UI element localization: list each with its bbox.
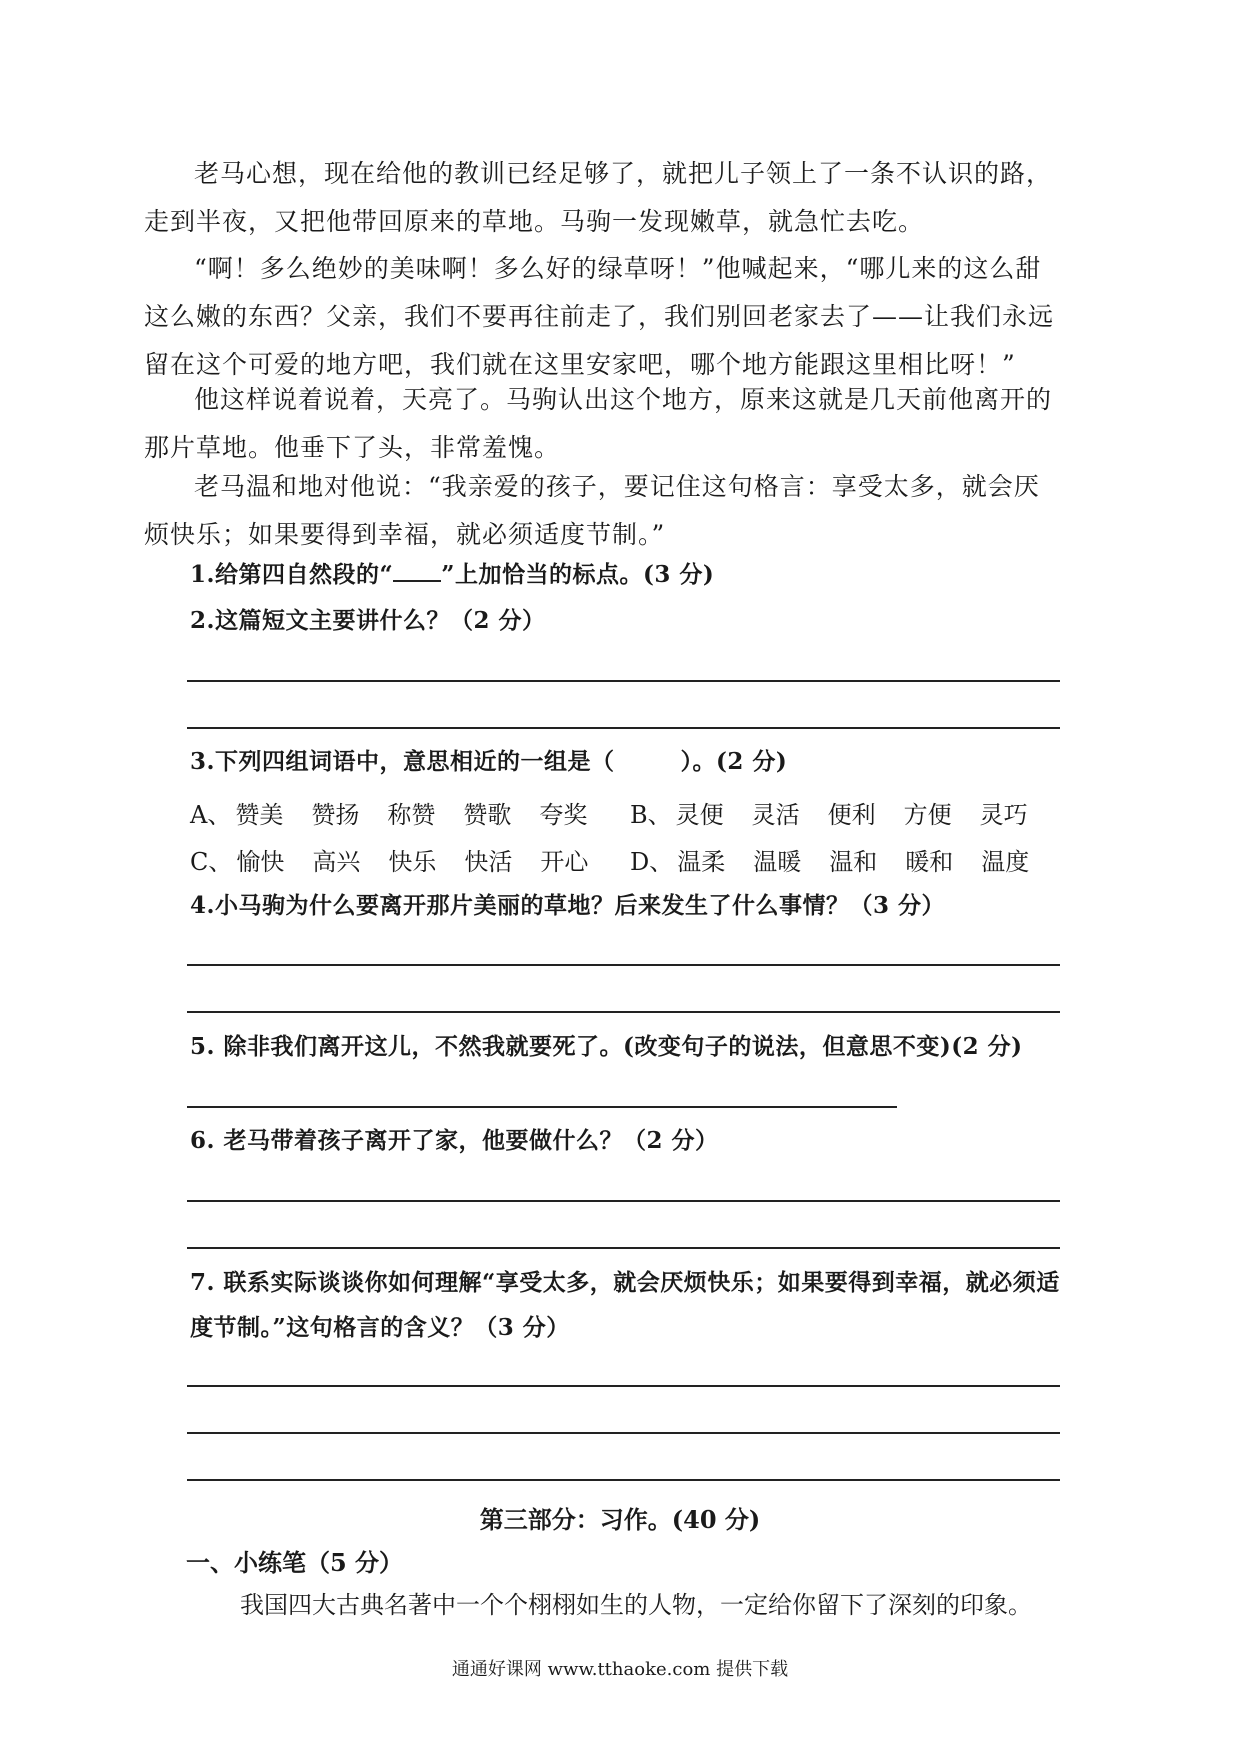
- question-4: 4.小马驹为什么要离开那片美丽的草地？后来发生了什么事情？（3 分）: [190, 892, 946, 919]
- option-c-word: 高兴: [312, 848, 361, 876]
- answer-line-q6-2[interactable]: [187, 1247, 1060, 1249]
- passage-paragraph-1: 老马心想，现在给他的教训已经足够了，就把儿子领上了一条不认识的路，走到半夜，又把他带回原来的草地。马驹一发现嫩草，就急忙去吃。: [144, 159, 1053, 236]
- answer-line-q4-2[interactable]: [187, 1011, 1060, 1013]
- page-footer: 通通好课网 www.tthaoke.com 提供下载: [451, 1659, 789, 1680]
- option-c: [190, 842, 630, 877]
- option-b-word: 便利: [827, 801, 876, 829]
- option-d-word: 温柔: [677, 848, 726, 876]
- question-3: [190, 739, 1070, 785]
- passage-paragraph-4: 老马温和地对他说：“我亲爱的孩子，要记住这句格言：享受太多，就会厌烦快乐；如果要得到幸福，就必须适度节制。”: [144, 472, 1040, 549]
- part3-title: 第三部分：习作。(40 分): [479, 1505, 761, 1534]
- option-b-word: 灵便: [675, 801, 724, 829]
- option-c-word: 开心: [540, 848, 589, 876]
- option-a-word: 赞扬: [311, 801, 360, 829]
- option-d-letter: D、: [630, 848, 674, 876]
- option-a-word: 赞美: [235, 801, 284, 829]
- question-2: 2.这篇短文主要讲什么？（2 分）: [190, 607, 546, 634]
- option-d-word: 暖和: [905, 848, 954, 876]
- option-c-letter: C、: [190, 848, 233, 876]
- part3-intro-text: 我国四大古典名著中一个个栩栩如生的人物，一定给你留下了深刻的印象。: [240, 1591, 1032, 1619]
- option-b: [630, 795, 1070, 830]
- answer-line-q7-2[interactable]: [187, 1432, 1060, 1434]
- answer-line-q6-1[interactable]: [187, 1200, 1060, 1202]
- answer-line-q7-1[interactable]: [187, 1385, 1060, 1387]
- answer-line-q7-3[interactable]: [187, 1479, 1060, 1481]
- question-1-text-end: ”上加恰当的标点。(3 分): [441, 561, 715, 588]
- answer-line-q2-1[interactable]: [187, 680, 1060, 682]
- option-a-word: 赞歌: [463, 801, 512, 829]
- option-a-word: 夸奖: [539, 801, 588, 829]
- question-6: 6. 老马带着孩子离开了家，他要做什么？（2 分）: [190, 1127, 719, 1154]
- question-3-text-end: ）。(2 分): [680, 748, 788, 775]
- question-1-text-start: 1.给第四自然段的“: [190, 561, 394, 588]
- option-c-word: 愉快: [236, 848, 285, 876]
- option-d-word: 温度: [981, 848, 1030, 876]
- option-c-word: 快乐: [388, 848, 437, 876]
- question-1-blank[interactable]: [393, 558, 441, 582]
- question-5: 5. 除非我们离开这儿，不然我就要死了。(改变句子的说法，但意思不变)(2 分): [190, 1033, 1023, 1060]
- option-d-word: 温和: [829, 848, 878, 876]
- passage-paragraph-3: 他这样说着说着，天亮了。马驹认出这个地方，原来这就是几天前他离开的那片草地。他垂下了头，非常羞愧。: [144, 385, 1053, 462]
- option-a-letter: A、: [190, 801, 232, 829]
- option-b-word: 灵活: [751, 801, 800, 829]
- options-row-cd: [190, 842, 1070, 877]
- question-1: [190, 552, 1070, 598]
- option-b-letter: B、: [630, 801, 672, 829]
- answer-line-q4-1[interactable]: [187, 964, 1060, 966]
- question-7: 7. 联系实际谈谈你如何理解“享受太多，就会厌烦快乐；如果要得到幸福，就必须适度节制。”这句格言的含义？（3 分）: [190, 1269, 1060, 1341]
- option-d-word: 温暖: [753, 848, 802, 876]
- option-c-word: 快活: [464, 848, 513, 876]
- passage-paragraph-2: “啊！多么绝妙的美味啊！多么好的绿草呀！”他喊起来，“哪儿来的这么甜这么嫩的东西？父亲，我们不要再往前走了，我们别回老家去了——让我们永远留在这个可爱的地方吧，我们就在这里安家吧，哪个地方能跟这里相比呀！”: [144, 254, 1055, 379]
- option-a-word: 称赞: [387, 801, 436, 829]
- answer-line-q5[interactable]: [187, 1106, 897, 1108]
- part3-subheading-1: 一、小练笔（5 分）: [186, 1548, 404, 1577]
- answer-line-q2-2[interactable]: [187, 727, 1060, 729]
- option-b-word: 方便: [903, 801, 952, 829]
- question-3-text-start: 3.下列四组词语中，意思相近的一组是（: [190, 748, 615, 775]
- option-d: [630, 842, 1070, 877]
- options-row-ab: [190, 795, 1070, 830]
- option-a: [190, 795, 630, 830]
- option-b-word: 灵巧: [979, 801, 1028, 829]
